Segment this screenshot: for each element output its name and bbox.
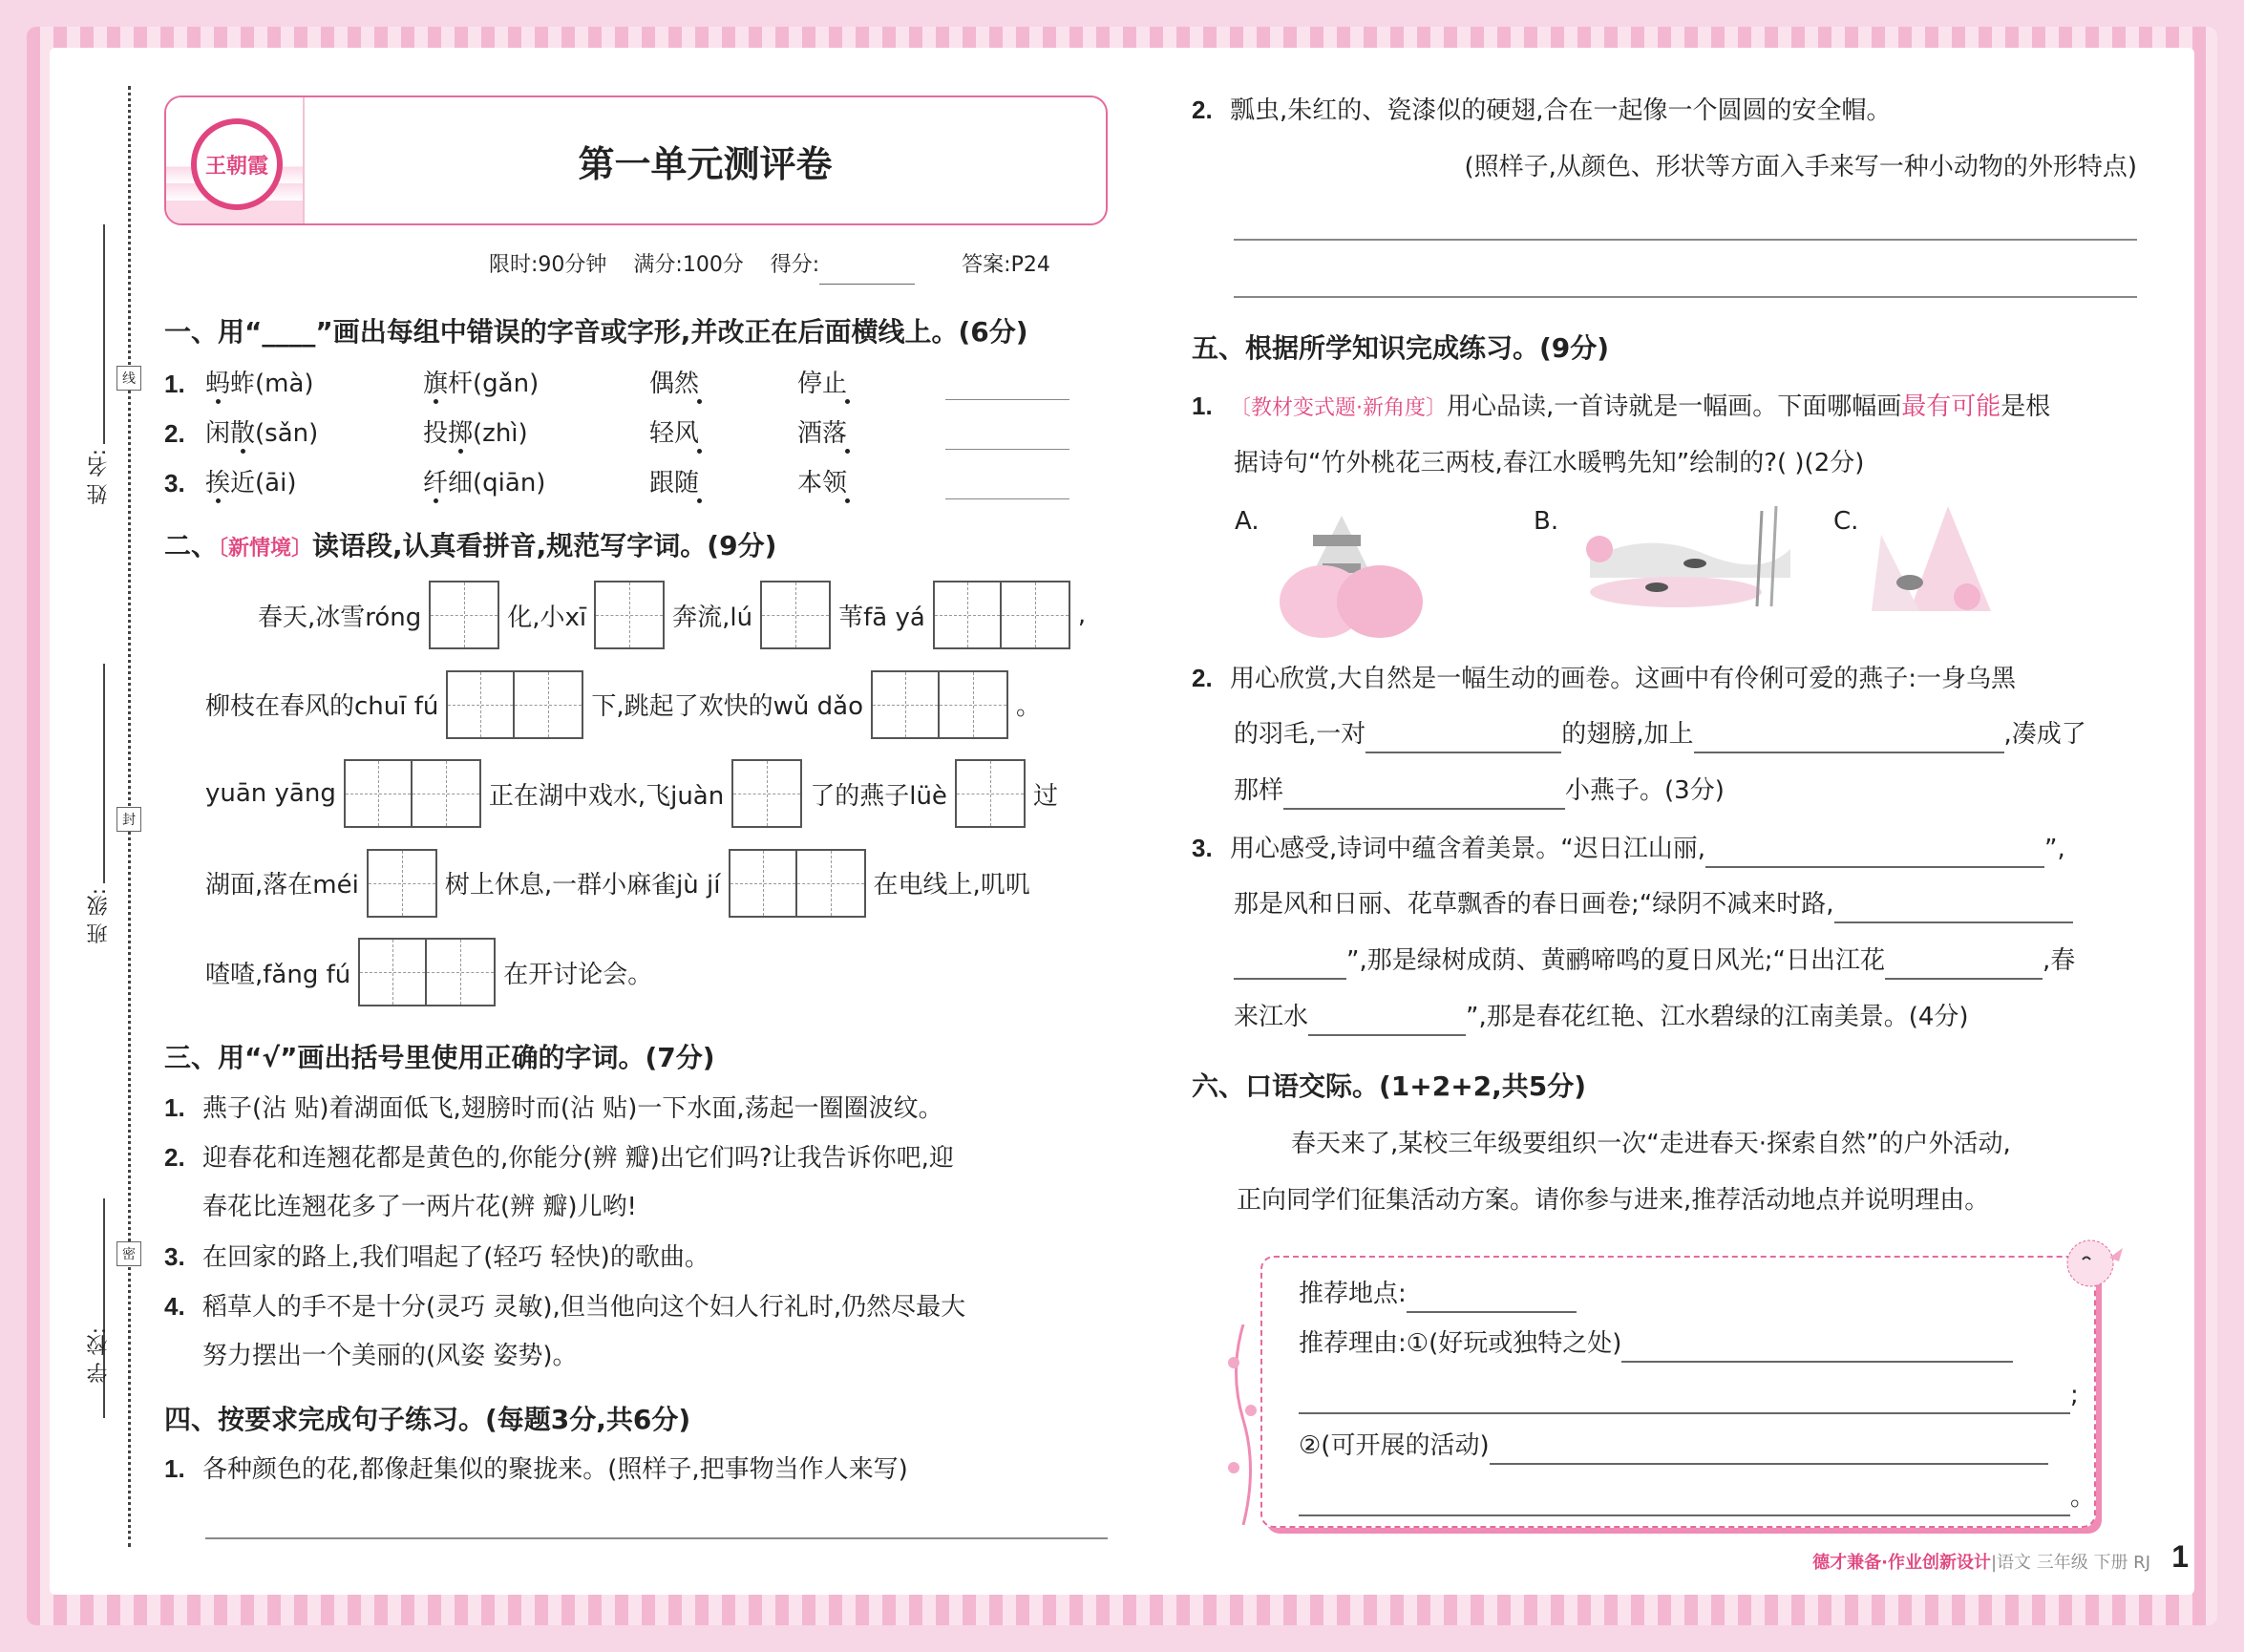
section-1-heading: 一、用“____”画出每组中错误的字音或字形,并改正在后面横线上。(6分) [164, 316, 1028, 348]
question-text: 小燕子。(3分) [1565, 776, 1725, 805]
reason1-field[interactable] [1621, 1334, 2013, 1363]
marked-char: 旗 [423, 370, 449, 398]
writing-row [205, 670, 1041, 739]
word-item [423, 414, 528, 453]
answer-line[interactable] [205, 1537, 1108, 1539]
word-text: 杆(gǎn) [448, 370, 540, 398]
question-line [1234, 715, 2086, 753]
grid-cell[interactable] [873, 672, 940, 737]
passage-text: 化,小xī [507, 603, 587, 632]
reason2-field[interactable] [1299, 1488, 2070, 1516]
writing-row [205, 849, 1030, 918]
fill-blank[interactable] [1308, 1007, 1466, 1036]
fill-blank[interactable] [1694, 725, 2004, 753]
question-text: ,凑成了 [2003, 720, 2086, 749]
word-text: 轻风 [649, 419, 700, 448]
passage-text: 正在湖中戏水,飞juàn [488, 781, 725, 811]
word-text: 投 [423, 419, 449, 448]
fill-blank[interactable] [1283, 781, 1565, 810]
passage-text: 湖面,落在méi [205, 871, 359, 900]
word-item [797, 464, 847, 502]
question-number: 3. [1192, 834, 1213, 862]
word-item [205, 365, 314, 403]
fill-blank[interactable] [1365, 725, 1561, 753]
passage-text: 在电线上,叽叽 [873, 871, 1030, 900]
answer-line[interactable] [1234, 239, 2137, 241]
passage-text: 。 [1016, 692, 1042, 721]
question-number: 3. [164, 469, 185, 498]
grid-cell[interactable] [515, 672, 582, 737]
question-text[interactable]: 稻草人的手不是十分(灵巧 灵敏),但当他向这个妇人行礼时,仍然尽最大 [202, 1293, 966, 1322]
word-item [423, 464, 545, 502]
score-field[interactable] [819, 262, 915, 285]
question-4-1 [164, 1450, 908, 1489]
word-text: 闲 [205, 419, 231, 448]
question-text: 的羽毛,一对 [1234, 720, 1366, 749]
question-number: 3. [164, 1242, 185, 1271]
word-text: 跟随 [649, 469, 700, 498]
grid-cell[interactable] [596, 582, 663, 647]
option-a-image[interactable] [1275, 506, 1442, 640]
page-number: 1 [2171, 1539, 2189, 1574]
word-text: 偶然 [649, 370, 700, 398]
school-line [103, 1198, 105, 1418]
writing-grid[interactable] [933, 581, 1070, 649]
grid-cell[interactable] [733, 761, 800, 826]
marked-char: 纤 [423, 469, 449, 498]
option-b-label[interactable]: B. [1534, 507, 1559, 536]
word-item [423, 365, 539, 403]
fill-blank[interactable] [1885, 951, 2043, 980]
tag-new-context: 〔新情境〕 [218, 537, 313, 561]
writing-grid[interactable] [344, 759, 481, 828]
class-label: 班 级: [87, 888, 111, 944]
footer-book: |语文 三年级 下册 RJ [1990, 1553, 2150, 1573]
reason1-label: 推荐理由:①(好玩或独特之处) [1299, 1329, 1622, 1358]
question-text: ,春 [2042, 946, 2076, 975]
word-text: 停止 [797, 370, 848, 398]
word-item [649, 365, 699, 403]
page-title: 第一单元测评卷 [578, 142, 833, 185]
question-line [1234, 998, 1969, 1036]
vine-decoration-icon [1224, 1324, 1262, 1525]
option-c-image[interactable] [1872, 506, 2005, 630]
grid-cell[interactable] [431, 582, 497, 647]
question-number: 2. [164, 1143, 185, 1172]
punctuation: ; [2070, 1381, 2079, 1409]
question-line [164, 1287, 965, 1326]
question-text: 那是风和日丽、花草飘香的春日画卷;“绿阴不减来时路, [1234, 890, 1834, 919]
question-line [164, 1238, 709, 1277]
marked-char: 蚂 [205, 370, 231, 398]
passage-text: 柳枝在春风的chuī fú [205, 692, 439, 721]
class-line [103, 664, 105, 883]
place-label: 推荐地点: [1299, 1280, 1407, 1308]
question-text: ”,那是春花红艳、江水碧绿的江南美景。(4分) [1466, 1003, 1969, 1031]
question-line [164, 1337, 578, 1375]
name-line [103, 224, 105, 444]
section-2-heading [164, 527, 776, 568]
question-line [164, 1188, 637, 1226]
question-text[interactable]: 努力摆出一个美丽的(风姿 姿势)。 [202, 1342, 578, 1370]
question-text[interactable]: 燕子(沾 贴)着湖面低飞,翅膀时而(沾 贴)一下水面,荡起一圈圈波纹。 [202, 1094, 943, 1123]
question-line [1234, 885, 2073, 923]
writing-grid[interactable] [367, 849, 437, 918]
answer-page: 答案:P24 [962, 253, 1050, 277]
fill-blank[interactable] [1705, 839, 2044, 868]
reason1-row-2 [1299, 1376, 2079, 1414]
question-text: 瓢虫,朱红的、瓷漆似的硬翅,合在一起像一个圆圆的安全帽。 [1230, 96, 1892, 125]
section-4-heading: 四、按要求完成句子练习。(每题3分,共6分) [164, 1404, 691, 1435]
question-5-3 [1192, 829, 2065, 868]
word-item [205, 414, 318, 453]
writing-grid[interactable] [955, 759, 1026, 828]
logo-text: 王朝霞 [191, 118, 283, 210]
question-text: 据诗句“竹外桃花三两枝,春江水暖鸭先知”绘制的?( )(2分) [1234, 449, 1865, 477]
word-text: (sǎn) [255, 419, 319, 448]
title-banner [164, 95, 1108, 225]
passage-text: 过 [1032, 781, 1058, 811]
question-line [164, 1089, 943, 1128]
grid-cell[interactable] [730, 851, 797, 916]
word-item [797, 414, 847, 453]
word-item [649, 464, 699, 502]
question-text: 那样 [1234, 776, 1284, 805]
fill-blank[interactable] [1234, 951, 1346, 980]
writing-grid[interactable] [429, 581, 499, 649]
question-text: 用心欣赏,大自然是一幅生动的画卷。这画中有伶俐可爱的燕子:一身乌黑 [1230, 665, 2017, 693]
writing-grid[interactable] [760, 581, 831, 649]
grid-cell[interactable] [369, 851, 435, 916]
question-text[interactable]: 春花比连翘花多了一两片花(辨 瓣)儿哟! [202, 1193, 637, 1221]
time-limit: 限时:90分钟 [489, 253, 607, 277]
question-number: 1. [164, 1093, 185, 1122]
section-number: 二、 [164, 530, 219, 561]
grid-cell[interactable] [935, 582, 1002, 647]
writing-row [258, 581, 1086, 649]
question-text: ”, [2044, 835, 2065, 863]
seal-mark: 封 [116, 807, 141, 832]
grid-cell[interactable] [448, 672, 515, 737]
word-text: (zhì) [473, 419, 528, 448]
answer-line[interactable] [1234, 296, 2137, 298]
full-score: 满分:100分 [633, 253, 744, 277]
word-item [797, 365, 847, 403]
passage-text: 树上休息,一群小麻雀jù jí [444, 871, 721, 900]
reason2-row [1299, 1427, 2048, 1465]
paragraph: 正向同学们征集活动方案。请你参与进来,推荐活动地点并说明理由。 [1237, 1186, 1990, 1215]
passage-text: 春天,冰雪róng [258, 603, 422, 632]
passage-text: 奔流,lú [672, 603, 753, 632]
question-text: 是根 [2001, 392, 2051, 421]
passage-text: yuān yāng [205, 779, 336, 808]
recommendation-box [1260, 1256, 2096, 1528]
answer-line[interactable] [945, 399, 1069, 400]
answer-line[interactable] [945, 498, 1069, 499]
writing-grid[interactable] [729, 849, 866, 918]
grid-cell[interactable] [427, 940, 494, 1005]
grid-cell[interactable] [1002, 582, 1069, 647]
grid-cell[interactable] [940, 672, 1006, 737]
passage-text: 下,跳起了欢快的wǔ dǎo [591, 692, 863, 721]
bird-icon [2060, 1229, 2127, 1296]
section-6-heading: 六、口语交际。(1+2+2,共5分) [1192, 1070, 1587, 1102]
school-label: 学 校: [87, 1327, 111, 1384]
writing-grid[interactable] [358, 938, 496, 1006]
writing-grid[interactable] [871, 670, 1008, 739]
question-number: 1. [164, 1454, 185, 1483]
question-number: 1. [1192, 392, 1213, 420]
answer-line[interactable] [945, 449, 1069, 450]
writing-grid[interactable] [446, 670, 583, 739]
passage-text: 了的燕子lüè [810, 781, 947, 811]
question-text: 用心感受,诗词中蕴含着美景。“迟日江山丽, [1230, 835, 1705, 863]
name-label: 姓 名: [87, 449, 111, 505]
grid-cell[interactable] [957, 761, 1024, 826]
tag-textbook-variant: 〔教材变式题·新角度〕 [1230, 396, 1447, 420]
place-field[interactable] [1407, 1284, 1577, 1313]
highlight-text: 最有可能 [1901, 392, 2001, 421]
question-text: 的翅膀,加上 [1561, 720, 1694, 749]
reason1-field[interactable] [1299, 1386, 2070, 1414]
seal-mark: 线 [116, 366, 141, 391]
paragraph: 春天来了,某校三年级要组织一次“走进春天·探索自然”的户外活动, [1291, 1130, 2011, 1158]
score-label: 得分: [770, 253, 820, 277]
question-text[interactable]: 迎春花和连翘花都是黄色的,你能分(辨 瓣)出它们吗?让我告诉你吧,迎 [202, 1144, 954, 1173]
grid-cell[interactable] [346, 761, 413, 826]
question-number: 2. [1192, 664, 1213, 692]
passage-text: 喳喳,fǎng fú [205, 960, 351, 989]
question-text: ”,那是绿树成荫、黄鹂啼鸣的夏日风光;“日出江花 [1346, 946, 1885, 975]
grid-cell[interactable] [360, 940, 427, 1005]
option-b-image[interactable] [1571, 501, 1800, 625]
question-number: 2. [164, 419, 185, 448]
word-item [205, 464, 296, 502]
word-item [649, 414, 699, 453]
footer-brand: 德才兼备·作业创新设计 [1812, 1553, 1991, 1573]
writing-row [205, 759, 1058, 828]
punctuation: 。 [2070, 1483, 2096, 1512]
word-text: 蚱(mà) [230, 370, 314, 398]
question-text: 各种颜色的花,都像赶集似的聚拢来。(照样子,把事物当作人来写) [202, 1455, 908, 1484]
question-5-2 [1192, 659, 2016, 698]
question-4-2 [1192, 91, 1892, 130]
section-3-heading: 三、用“√”画出括号里使用正确的字词。(7分) [164, 1042, 715, 1073]
writing-grid[interactable] [594, 581, 665, 649]
grid-cell[interactable] [413, 761, 479, 826]
question-5-1 [1192, 387, 2050, 428]
question-number: 2. [1192, 95, 1213, 124]
word-text: 近(āi) [230, 469, 297, 498]
question-line [1234, 942, 2075, 980]
grid-cell[interactable] [762, 582, 829, 647]
question-line [164, 1138, 954, 1177]
passage-text: 在开讨论会。 [503, 960, 653, 989]
place-row [1299, 1275, 1577, 1313]
exam-meta [489, 246, 1050, 285]
fill-blank[interactable] [1834, 895, 2073, 923]
question-number: 1. [164, 370, 185, 398]
word-text: 细(qiān) [448, 469, 546, 498]
marked-char: 掷 [448, 419, 474, 448]
question-hint: (照样子,从颜色、形状等方面入手来写一种小动物的外形特点) [1464, 153, 2137, 181]
option-a-label[interactable]: A. [1235, 507, 1260, 536]
marked-char: 挨 [205, 469, 231, 498]
question-number: 4. [164, 1292, 185, 1321]
seal-mark: 密 [116, 1241, 141, 1266]
question-text: 用心品读,一首诗就是一幅画。下面哪幅画 [1447, 392, 1902, 421]
reason2-field[interactable] [1490, 1436, 2048, 1465]
writing-grid[interactable] [731, 759, 802, 828]
question-text[interactable]: 在回家的路上,我们唱起了(轻巧 轻快)的歌曲。 [202, 1243, 709, 1272]
grid-cell[interactable] [797, 851, 864, 916]
option-c-label[interactable]: C. [1833, 507, 1859, 536]
section-5-heading: 五、根据所学知识完成练习。(9分) [1192, 332, 1610, 364]
writing-row [205, 938, 652, 1006]
section-title: 读语段,认真看拼音,规范写字词。(9分) [312, 530, 777, 561]
marked-char: 散 [230, 419, 256, 448]
passage-text: 苇fā yá [838, 603, 925, 632]
footer-info [1812, 1549, 2150, 1574]
reason2-label: ②(可开展的活动) [1299, 1431, 1490, 1460]
passage-text: , [1077, 601, 1087, 629]
reason1-row [1299, 1324, 2013, 1363]
brand-logo [166, 97, 305, 223]
word-text: 本领 [797, 469, 848, 498]
reason2-row-2 [1299, 1478, 2095, 1516]
question-text: 来江水 [1234, 1003, 1309, 1031]
word-text: 酒落 [797, 419, 848, 448]
question-line [1234, 772, 1725, 810]
